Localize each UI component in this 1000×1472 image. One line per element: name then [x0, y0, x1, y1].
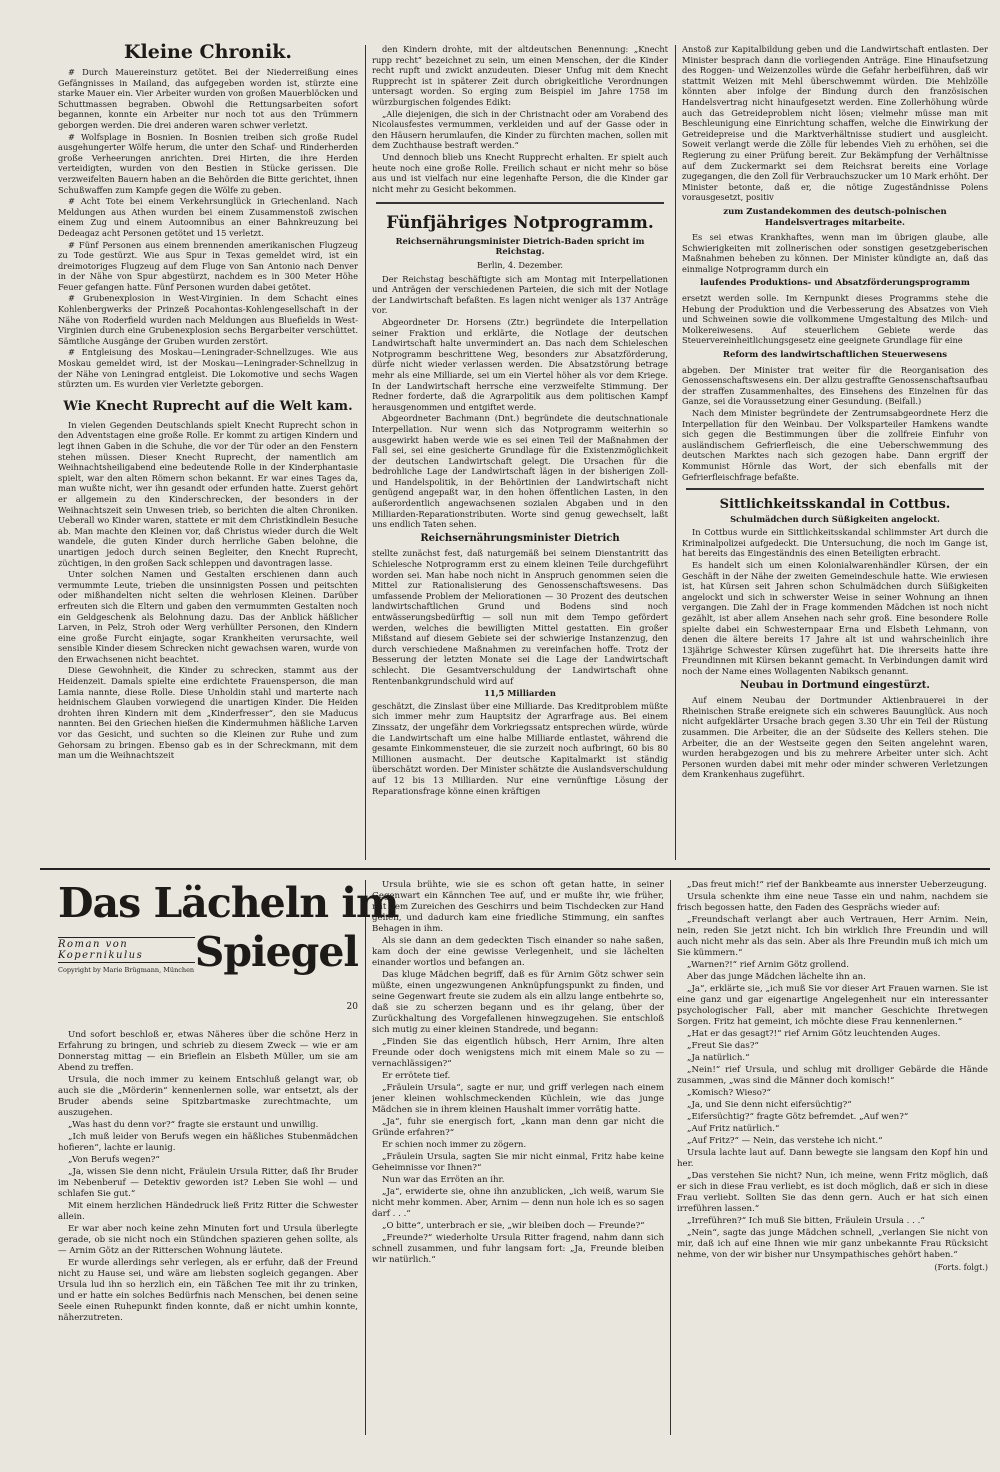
novel-paragraph: Er war aber noch keine zehn Minuten fort und Ursula überlegte gerade, ob sie nicht noch ein Stündchen spazieren gehen sollte, als — Arnim Götz an der Ritterschen Wohnung läutete.	[58, 1224, 358, 1256]
column-rule	[365, 45, 366, 860]
section-divider	[376, 202, 664, 204]
novel-paragraph: „Ja natürlich.“	[687, 1053, 750, 1063]
novel-paragraph: „Ja“, erwiderte sie, ohne ihn anzublicken, „ich weiß, warum Sie nicht mehr kommen. Aber, Arnim — denn nun hole ich es so sagen darf . . .“	[372, 1187, 664, 1219]
chronik-item: # Wolfsplage in Bosnien. In Bosnien treiben sich große Rudel ausgehungerter Wölfe herum, die unter den Schaf- und Rinderherden große Verheerungen anrichten. Drei Hirten, die ihre Herden verteidigten, wurden von den Bestien in Stücke gerissen. Die verzweifelten Bauern haben an die Behörden die Bitte gerichtet, ihnen Schußwaffen zum Kampfe gegen die Wölfe zu geben.	[58, 131, 358, 195]
column-rule	[365, 880, 366, 1435]
novel-paragraph: Als sie dann an dem gedeckten Tisch einander so nahe saßen, kam doch der eine gewisse Verlegenheit, und sie lächelten einander wortlos und befangen an.	[372, 936, 664, 968]
chronik-item: # Fünf Personen aus einem brennenden amerikanischen Flugzeug zu Tode gestürzt. Wie aus Spur in Texas gemeldet wird, ist ein dreimotoriges Flugzeug auf dem Fluge von San Antonio nach Denver in der Nähe von Spur abgestürzt, nachdem es in 300 Meter Höhe Feuer gefangen hatte. Fünf Personen wurden dabei getötet.	[58, 239, 358, 292]
chronik-item: # Grubenexplosion in West-Virginien. In dem Schacht eines Kohlenbergwerks der Prinzeß Pocahontas-Kohlengesellschaft in der Nähe von Roderfield wurden nach Meldungen aus Bluefields in West-Virginien durch eine Grubenexplosion sechs Bergarbeiter verschüttet. Sämtliche Ausgänge der Gruben wurden zerstört.	[58, 293, 358, 346]
ruprecht-paragraph: Unter solchen Namen und Gestalten erschienen dann auch vermummte Leute, trieben die unsinnigsten Possen und peitschten oder mißhandelten nicht selten die wehrlosen Kleinen. Darüber erfreuten sich die Eltern und gaben den vermummten Gestalten noch ein Geldgeschenk als Belohnung dazu. Das der Anblick häßlicher Larven, in Pelz, Stroh oder Werg verhüllter Personen, den Kindern eine große Furcht einjagte, sogar Krankheiten verursachte, weil sensible Kinder diesem Schrecken nicht gewachsen waren, wurde von den Erwachsenen nicht beachtet.	[58, 569, 358, 664]
notprogramm-paragraph: Abgeordneter Bachmann (Dnt.) begründete die deutschnationale Interpellation. Nur wenn sich das Notprogramm weiterhin so ausgewirkt haben werde wie es sei einen Teil der Maßnahmen der Fall sei, sei eine gesicherte Grundlage für die Existenzmöglichkeit der deutschen Landwirtschaft gelegt. Die Ursachen für die bedrohliche Lage der Landwirtschaft lägen in der bisherigen Zoll- und Handelspolitik, in der Behörtinien der Landwirtschaft nicht genügend angepaßt war, in den hohen öffentlichen Lasten, in den außerordentlich angewachsenen sozialen Abgaben und in den Milliarden-Reparationstributen. Worte sind genug gewechselt, laßt uns endlich Taten sehen.	[372, 413, 668, 530]
novel-paragraph: Ursula brühte, wie sie es schon oft getan hatte, in seiner Gegenwart ein Kännchen Tee auf, und er mußte ihr, wie früher, mit dem Zureichen des Geschirrs und beim Tischdecken zur Hand gehen, und dadurch kam eine friedliche Stimmung, ein sanftes Behagen in ihm.	[372, 880, 664, 934]
novel-paragraph: Das kluge Mädchen begriff, daß es für Arnim Götz schwer sein müßte, einen ungezwungenen Anknüpfungspunkt zu finden, und seine Gegenwart freute sie zudem als ein allzu lange entbehrte so, daß sie zu scherzen begann und es ihr gelang, über der Zurückhaltung des Vorgefallenen hinwegzugehen. Sie entschloß sich mutig zu einer kleinen Standrede, und begann:	[372, 970, 664, 1035]
column-rule	[670, 880, 671, 1435]
middle-column	[372, 44, 668, 862]
cottbus-title: Sittlichkeitsskandal in Cottbus.	[719, 496, 951, 512]
novel-paragraph: „Ja, wissen Sie denn nicht, Fräulein Ursula Ritter, daß Ihr Bruder im Nebenberuf — Detektiv geworden ist? Leben Sie wohl — und schlafen Sie gut.“	[58, 1167, 358, 1199]
novel-paragraph: „Hat er das gesagt?!“ rief Arnim Götz leuchtenden Auges.	[687, 1029, 941, 1039]
section-divider	[686, 488, 984, 490]
novel-paragraph: Aber das junge Mädchen lächelte ihn an.	[687, 972, 866, 982]
novel-column-1	[58, 1030, 358, 1435]
novel-paragraph: Mit einem herzlichen Händedruck ließ Fritz Ritter die Schwester allein.	[58, 1201, 358, 1222]
novel-paragraph: Ursula schenkte ihm eine neue Tasse ein und nahm, nachdem sie frisch begossen hatte, den Faden des Gesprächs wieder auf:	[677, 892, 988, 913]
milliarden-figure: 11,5 Milliarden	[484, 688, 556, 699]
novel-paragraph: „Was hast du denn vor?“ fragte sie erstaunt und unwillig.	[68, 1120, 319, 1130]
novel-paragraph: „Fräulein Ursula“, sagte er nur, und griff verlegen nach einem jener kleinen wohlschmeckenden Küchlein, wie das junge Mädchen sie in ihrem kleinen Haushalt immer vorrätig hatte.	[372, 1083, 664, 1115]
novel-paragraph: Ursula lachte laut auf. Dann bewegte sie langsam den Kopf hin und her.	[677, 1148, 988, 1169]
novel-paragraph: „Auf Fritz natürlich.“	[687, 1124, 780, 1134]
copyright-line: Copyright by Marie Brügmann, München	[58, 966, 195, 974]
novel-paragraph: Nun war das Erröten an ihr.	[382, 1175, 505, 1185]
novel-column-2	[372, 880, 664, 1435]
novel-paragraph: „Freunde?“ wiederholte Ursula Ritter fragend, nahm dann sich schnell zusammen, und fuhr langsam fort: „Ja, Freunde bleiben wir natürlich.“	[372, 1233, 664, 1265]
notprogramm-paragraph: Nach dem Minister begründete der Zentrumsabgeordnete Herz die Interpellation für den Weinbau. Der Volksparteiler Hamkens wandte sich gegen die Bestimmungen über die zollfreie Einfuhr von ausländischem Gefrierfleisch, die eine Ueberschwemmung des deutschen Marktes nach sich gezogen habe. Dann ergriff der Kommunist Hörnle das Wort, der sich ebenfalls mit der Gefrierfleischfrage befaßte.	[682, 408, 988, 482]
novel-paragraph: „Finden Sie das eigentlich hübsch, Herr Arnim, Ihre alten Freunde oder doch wenigstens mich mit einem Male so zu — vernachlässigen?“	[372, 1037, 664, 1069]
novel-paragraph: „Von Berufs wegen?“	[68, 1155, 160, 1165]
novel-paragraph: Er wurde allerdings sehr verlegen, als er erfuhr, daß der Freund nicht zu Hause sei, und wäre am liebsten sogleich gegangen. Aber Ursula lud ihn so herzlich ein, ein Täßchen Tee mit ihr zu trinken, und er hatte ein solches Bedürfnis nach Menschen, bei denen seine Seele einen Ruhepunkt finden konnte, daß er nicht umhin konnte, näherzutreten.	[58, 1258, 358, 1323]
novel-paragraph: „Fräulein Ursula, sagten Sie mir nicht einmal, Fritz habe keine Geheimnisse vor Ihnen?“	[372, 1152, 664, 1173]
dortmund-paragraph: Auf einem Neubau der Dortmunder Aktienbrauerei in der Rheinischen Straße ereignete sich ein schweres Bauunglück. Aus noch nicht aufgeklärter Ursache brach gegen 3.30 Uhr ein Teil der Rüstung zusammen. Die Arbeiter, die an der Südseite des Kellers stehen. Die Arbeiter, die an der Westseite gegen den Seiten angelehnt waren, wurden herabgezogen und bis zu mehrere Arbeiter unter sich. Acht Personen wurden dabei mit mehr oder minder schweren Verletzungen dem Krankenhaus zugeführt.	[682, 695, 988, 780]
novel-title-line1: Das Lächeln im	[58, 879, 399, 927]
notprogramm-paragraph: ersetzt werden solle. Im Kernpunkt dieses Programms stehe die Hebung der Produktion und die Verbesserung des Absatzes von Vieh und Schweinen sowie die vollkommene Umgestaltung des Milch- und Molkereiwesens. Auf steuerlichem Gebiete werde das Steuervereinheitlichungsgesetz eine geeignete Grundlage für eine	[682, 293, 988, 346]
notprogramm-paragraph: abgeben. Der Minister trat weiter für die Reorganisation des Genossenschaftswesens ein. Der allzu gestraffte Genossenschaftsaufbau der straffen Zusammenhaltes, des Einsehens des Einzelnen für das Ganze, sei die Voraussetzung einer Gesundung. (Beifall.)	[682, 364, 988, 407]
handelsvertrag-line: zum Zustandekommen des deutsch-polnischen Handelsvertrages mitarbeite.	[723, 206, 947, 228]
chronik-item: # Entgleisung des Moskau—Leningrader-Schnellzuges. Wie aus Moskau gemeldet wird, ist der Moskau—Leningrader-Schnellzug in der Nähe von Leningrad entgleist. Die Lokomotive und sechs Wagen stürzten um. Es wurden vier Verletzte geborgen.	[58, 347, 358, 390]
novel-paragraph: „Ja“, fuhr sie energisch fort, „kann man denn gar nicht die Gründe erfahren?“	[372, 1117, 664, 1138]
notprogramm-paragraph: Abgeordneter Dr. Horsens (Ztr.) begründete die Interpellation seiner Fraktion und erklärte, die Notlage der deutschen Landwirtschaft halte unvermindert an. Das nach dem Schieleschen Notprogramm beschrittene Weg, besonders zur Absatzförderung, dürfe nicht wieder verlassen werden. Die Absatzstörung betrage mehr als eine Milliarde, sei um ein Viertel höher als vor dem Kriege. In der Landwirtschaft herrsche eine verzweifelte Stimmung. Der Redner forderte, daß die Agrarpolitik aus dem politischen Kampf herausgenommen und entgiftet werde.	[372, 316, 668, 412]
ruprecht-paragraph: In vielen Gegenden Deutschlands spielt Knecht Ruprecht schon in den Adventstagen eine große Rolle. Er kommt zu artigen Kindern und legt ihnen Gaben in die Schuhe, die vor der Tür oder an den Fenstern stehen müssen. Dieser Knecht Ruprecht, der namentlich am Weihnachtsheiligabend eine bedeutende Rolle in der Kinderphantasie spielt, war den alten Römern schon bekannt. Er war eines Tages da, man wußte nicht, wer ihn gesandt oder erfunden hatte. Zuerst gehört er allgemein zu den Kinderschrecken, der besonders in der Weihnachtszeit sein Unwesen trieb, so berichten die alten Chroniken. Ueberall wo Kinder waren, stattete er mit dem Christkindlein Besuche ab. Man machte den Kleinen vor, daß Christus wieder durch die Welt wandele, die guten Kinder durch herrliche Gaben belohne, die unartigen jedoch durch seinen Begleiter, den Knecht Ruprecht, züchtigen, in den großen Sack schleppen und davontragen lasse.	[58, 419, 358, 568]
edikt-quote: „Alle diejenigen, die sich in der Christnacht oder am Vorabend des Nicolausfestes vermummen, verkleiden und auf der Gasse oder in den Häusern herumlaufen, die Kinder zu fürchten machen, sollen mit dem Zuchthause bestraft werden.“	[372, 108, 668, 151]
novel-title-line2: Spiegel	[194, 928, 358, 976]
novel-paragraph: „Das verstehen Sie nicht? Nun, ich meine, wenn Fritz möglich, daß er sich in diese Frau verliebt, es ist doch möglich, daß er sich in diese Frau verliebt. Sollten Sie das denn gern. Auch er hat sich einen irreführen lassen.“	[677, 1171, 988, 1214]
right-column	[682, 44, 988, 862]
chronik-item: # Durch Mauereinsturz getötet. Bei der Niederreißung eines Gefängnisses in Mailand, das aufgegeben worden ist, stürzte eine starke Mauer ein. Vier Arbeiter wurden von großen Mauerblöcken und Schuttmassen begraben. Obwohl die Rettungsarbeiten sofort begannen, konnte ein Arbeiter nur noch tot aus den Trümmern geborgen werden. Die drei anderen waren schwer verletzt.	[58, 67, 358, 130]
installment-number: 20	[346, 1002, 358, 1012]
novel-paragraph: „Nein“, sagte das junge Mädchen schnell, „verlangen Sie nicht von mir, daß ich auf eine Ihnen wie mir ganz unbekannte Frau Rücksicht nehme, von der wir bisher nur Unsympathisches gehört haben.“	[677, 1228, 988, 1260]
novel-paragraph: „Auf Fritz?“ — Nein, das verstehe ich nicht.“	[687, 1136, 883, 1146]
ruprecht-continued: den Kindern drohte, mit der altdeutschen Benennung: „Knecht rupp recht“ bezeichnet zu sein, um einen Menschen, der die Kinder recht rupft und zwickt anzudeuten. Dieser Unfug mit dem Knecht Rupprecht ist in späterer Zeit durch obrigkeitliche Verordnungen untersagt worden. So erging zum Beispiel im Jahre 1758 im würzburgischen folgendes Edikt:	[372, 44, 668, 107]
left-column	[58, 40, 358, 862]
novel-paragraph: Er schien noch immer zu zögern.	[382, 1140, 527, 1150]
novel-paragraph: „Ja“, erklärte sie, „ich muß Sie vor dieser Art Frauen warnen. Sie ist eine ganz und gar eigenartige Angelegenheit nur ein interessanter psychologischer Fall, aber mit mancher Geschichte Ihretwegen Sorgen. Fritz hat gemeint, ich möchte diese Frau kennenlernen.“	[677, 984, 988, 1027]
kleine-chronik-title: Kleine Chronik.	[124, 41, 292, 63]
cottbus-subtitle: Schulmädchen durch Süßigkeiten angelockt.	[730, 513, 940, 524]
novel-paragraph: „Freut Sie das?“	[687, 1041, 759, 1051]
novel-paragraph: „Freundschaft verlangt aber auch Vertrauen, Herr Arnim. Nein, nein, reden Sie jetzt nicht. Ich bin wirklich Ihre Freundin und will auch nicht mehr als das sein. Aber als Ihre Freundin muß ich mich um Sie kümmern.“	[677, 915, 988, 958]
novel-paragraph: „Ja, und Sie denn nicht eifersüchtig?“	[687, 1100, 852, 1110]
notprogramm-paragraph: stellte zunächst fest, daß naturgemäß bei seinem Dienstantritt das Schielesche Notprogramm erst zu einem kleinen Teile durchgeführt worden sei. Man habe noch nicht in Anspruch genommen seien die Mittel zur Rationalisierung des Genossenschaftswesens. Das umfassende Problem der Meliorationen — 30 Prozent des deutschen landwirtschaftlichen Grund und Bodens sind noch entwässerungsbedürftig — soll nun mit dem Tempo gefördert werden, welches die bewilligten Mittel gestatten. Ein großer Mißstand auf diesem Gebiete sei der schwierige Instanzenzug, den durch verschiedene Maßnahmen zu vereinfachen hoffe. Trotz der Besserung der letzten Monate sei die Lage der Landwirtschaft schlecht. Die Gesamtverschuldung der Landwirtschaft ohne Rentenbankgrundschuld wird auf	[372, 548, 668, 686]
novel-paragraph: „Komisch? Wieso?“	[687, 1088, 771, 1098]
novel-byline: Roman von Kopernikulus	[58, 937, 195, 963]
notprogramm-paragraph: Der Reichstag beschäftigte sich am Montag mit Interpellationen und Anträgen der verschiedenen Parteien, die sich mit der Notlage der Landwirtschaft befaßten. Es lagen nicht weniger als 137 Anträge vor.	[372, 273, 668, 316]
notprogramm-subtitle: Reichsernährungsminister Dietrich-Baden spricht im Reichstag.	[395, 235, 645, 257]
steuer-line: Reform des landwirtschaftlichen Steuerwesens	[722, 350, 948, 361]
notprogramm-title: Fünfjähriges Notprogramm.	[386, 212, 654, 233]
novel-paragraph: „Ich muß leider von Berufs wegen ein häßliches Stubenmädchen hofieren“, lachte er launig.	[58, 1132, 358, 1153]
novel-paragraph: „Eifersüchtig?“ fragte Götz befremdet. „Auf wen?“	[687, 1112, 909, 1122]
dortmund-title: Neubau in Dortmund eingestürzt.	[740, 679, 930, 691]
novel-masthead	[58, 879, 399, 1020]
dateline: Berlin, 4. Dezember.	[476, 260, 564, 270]
ruprecht-title: Wie Knecht Ruprecht auf die Welt kam.	[63, 398, 353, 414]
novel-column-3	[677, 880, 988, 1435]
novel-paragraph: Und sofort beschloß er, etwas Näheres über die schöne Herz in Erfahrung zu bringen, und schrieb zu diesem Zweck — wie er am Donnerstag mittag — ein Brieflein an Elsbeth Müller, um sie am Abend zu treffen.	[58, 1030, 358, 1073]
minister-subhead: Reichsernährungsminister Dietrich	[420, 532, 620, 544]
continued-note: (Forts. folgt.)	[934, 1263, 988, 1272]
cottbus-paragraph: In Cottbus wurde ein Sittlichkeitsskandal schlimmster Art durch die Kriminalpolizei aufgedeckt. Die Untersuchung, die noch im Gange ist, hat bereits das Eingeständnis des einen Beteiligten erbracht.	[682, 527, 988, 559]
cottbus-paragraph: Es handelt sich um einen Kolonialwarenhändler Kürsen, der ein Geschäft in der Nähe der zweiten Gemeindeschule hatte. Wie erwiesen ist, hat Kürsen seit Jahren schon Schulmädchen durch Süßigkeiten angelockt und sich in schwerster Weise in seiner Wohnung an ihnen vergangen. Die Zahl der in Frage kommenden Mädchen ist noch nicht gezählt, ist aber allem Ansehen nach sehr groß. Eine besondere Rolle spielte dabei ein Schwesternpaar Erna und Elsbeth Lehmann, von denen die ältere bereits 17 Jahre alt ist und wahrscheinlich ihre 13jährige Schwester Kürsen zugeführt hat. Die ihrerseits hatte ihre Freundinnen mit Kürsen bekannt gemacht. In Verbindungen damit wird noch der Name eines Wollagenten Nabiksch genannt.	[682, 560, 988, 676]
chronik-item: # Acht Tote bei einem Verkehrsunglück in Griechenland. Nach Meldungen aus Athen wurden bei einem Zusammenstoß zwischen einem Zug und einem Autoomnibus an einer Bahnkreuzung bei Dedeagaz acht Personen getötet und 15 verletzt.	[58, 196, 358, 238]
programm-line: laufendes Produktions- und Absatzförderungsprogramm	[700, 278, 970, 289]
novel-paragraph: „O bitte“, unterbrach er sie, „wir bleiben doch — Freunde?“	[382, 1221, 645, 1231]
notprogramm-continued: Anstoß zur Kapitalbildung geben und die Landwirtschaft entlasten. Der Minister besprach dann die vorliegenden Anträge. Eine Hinaufsetzung des Roggen- und Weizenzolles würde die Gefahr herbeiführen, daß wir stattmit Weizen mit Mehl überschwemmt würden. Die Mehlzölle könnten aber infolge der Bindung durch den französischen Handelsvertrag nicht hinaufgesetzt werden. Eine Zollerhöhung würde auch das Getreideproblem nicht lösen; vielmehr müsse man mit Beschleunigung eine Einrichtung schaffen, welche die Einwirkung der Getreidepreise und die Marktverhältnisse studiert und ausgleicht. Soweit verlangt werde die Zölle für lebendes Vieh zu erhöhen, sei die Regierung zu einer Prüfung bereit. Zur Bekämpfung der Verhältnisse auf dem Zuckermarkt sei dem Reichsrat bereits eine Vorlage zugegangen, die den Zoll für Verbrauchszucker um 10 Mark erhöht. Der Minister betonte, daß er, die nötige Zugeständnisse Polens vorausgesetzt, positiv	[682, 44, 988, 203]
notprogramm-paragraph: Es sei etwas Krankhaftes, wenn man im übrigen glaube, alle Schwierigkeiten mit zollnerischen oder sonstigen gesetzgeberischen Maßnahmen beheben zu können. Der Minister kündigte an, daß das einmalige Notprogramm durch ein	[682, 232, 988, 274]
column-rule	[675, 45, 676, 860]
ruprecht-paragraph: Diese Gewohnheit, die Kinder zu schrecken, stammt aus der Heidenzeit. Damals spielte eine erdichtete Frauensperson, die man Lamia nannte, diese Rolle. Diese Unholdin stahl und marterte nach heidnischem Glauben vorwiegend die unartigen Kinder. Die Heiden drohten ihren Kindern mit dem „Kinderfresser“, den sie Maducus nannten. Bei den Griechen hießen die Kindermuhmen häßliche Larven vor das Gesicht, und suchten so die Kleinen zur Ruhe und zum Gehorsam zu bringen. Ebenso gab es in der Schreckmann, mit dem man um die Weihnachtszeit	[58, 665, 358, 761]
novel-paragraph: „Nein!“ rief Ursula, und schlug mit drolliger Gebärde die Hände zusammen, „was sind die Männer doch komisch!“	[677, 1065, 988, 1086]
novel-paragraph: „Irreführen?“ Ich muß Sie bitten, Fräulein Ursula . . .“	[687, 1216, 925, 1226]
ruprecht-conclusion: Und dennoch blieb uns Knecht Rupprecht erhalten. Er spielt auch heute noch eine große Rolle. Freilich schaut er nicht mehr so böse aus und ist vielfach nur eine legenhafte Person, die die Kinder gar nicht mehr zu Gesicht bekommen.	[372, 151, 668, 194]
novel-paragraph: Er errötete tief.	[382, 1071, 451, 1081]
novel-paragraph: „Das freut mich!“ rief der Bankbeamte aus innerster Ueberzeugung.	[687, 880, 987, 890]
notprogramm-paragraph: geschätzt, die Zinslast über eine Milliarde. Das Kreditproblem müßte sich immer mehr zum Hauptsitz der Agrarfrage aus. Bei einem Zinssatz, der ungefähr dem Vorkriegssatz entsprechen würde, würde die Landwirtschaft um eine halbe Milliarde entlastet, während die gesamte Einkommensteuer, die sie zurzeit noch aufbringt, 60 bis 80 Millionen ausmacht. Der deutsche Kapitalmarkt ist ständig überschätzt worden. Der Minister schätzte die Auslandsverschuldung auf 12 bis 13 Milliarden. Nur eine vernünftige Lösung der Reparationsfrage könne einen kräftigen	[372, 700, 668, 796]
novel-paragraph: Ursula, die noch immer zu keinem Entschluß gelangt war, ob auch sie die „Mörderin“ kennenlernen solle, war entsetzt, als der Bruder abends seine Spitzbartmaske zurechtmachte, um auszugehen.	[58, 1075, 358, 1118]
novel-paragraph: „Warnen?!“ rief Arnim Götz grollend.	[687, 960, 850, 970]
feuilleton-rule	[40, 868, 990, 870]
